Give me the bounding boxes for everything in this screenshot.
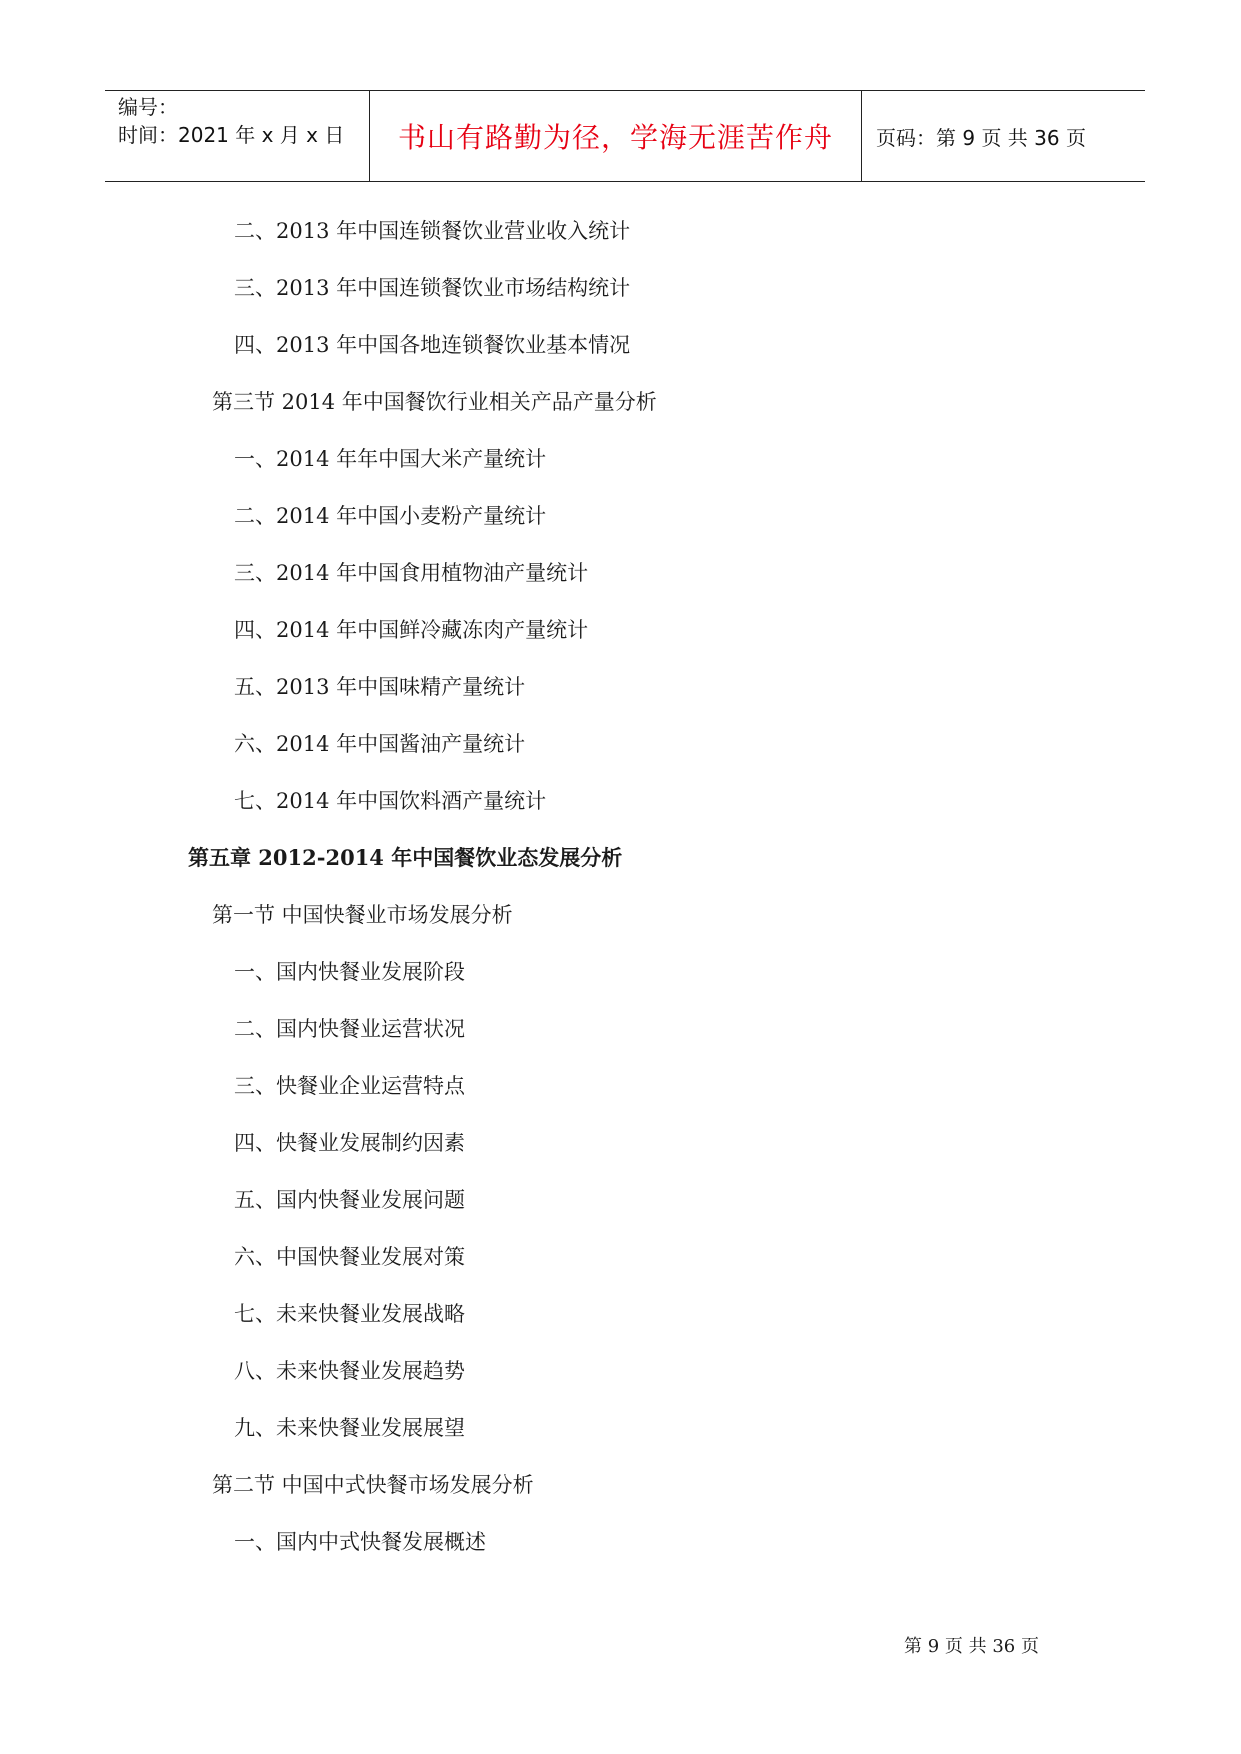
toc-item: 九、未来快餐业发展展望 [234,1416,465,1440]
toc-item: 八、未来快餐业发展趋势 [234,1359,465,1383]
toc-item: 六、中国快餐业发展对策 [234,1245,465,1269]
header-page-cell [862,91,1145,181]
toc-section: 第一节 中国快餐业市场发展分析 [212,903,513,927]
toc-item: 一、2014 年年中国大米产量统计 [234,447,547,471]
toc-item: 五、国内快餐业发展问题 [234,1188,465,1212]
toc-chapter: 第五章 2012-2014 年中国餐饮业态发展分析 [188,845,623,870]
toc-item: 五、2013 年中国味精产量统计 [234,675,526,699]
document-number-label: 编号： [118,95,178,119]
toc-item: 二、国内快餐业运营状况 [234,1017,465,1041]
toc-item: 三、2014 年中国食用植物油产量统计 [234,561,589,585]
header-page-code: 页码：第 9 页 共 36 页 [876,125,1086,150]
toc-section: 第二节 中国中式快餐市场发展分析 [212,1473,534,1497]
toc-item: 二、2013 年中国连锁餐饮业营业收入统计 [234,219,631,243]
toc-item: 四、2014 年中国鲜冷藏冻肉产量统计 [234,618,589,642]
toc-item: 三、快餐业企业运营特点 [234,1074,465,1098]
page-header [105,90,1145,182]
header-meta-cell [105,91,370,181]
toc-item: 二、2014 年中国小麦粉产量统计 [234,504,547,528]
toc-item: 四、2013 年中国各地连锁餐饮业基本情况 [234,333,631,357]
document-time-label: 时间：2021 年 x 月 x 日 [118,123,345,147]
toc-item: 七、未来快餐业发展战略 [234,1302,465,1326]
toc-item: 一、国内快餐业发展阶段 [234,960,465,984]
toc-item: 三、2013 年中国连锁餐饮业市场结构统计 [234,276,631,300]
toc-item: 七、2014 年中国饮料酒产量统计 [234,789,547,813]
header-motto-cell [370,91,862,181]
toc-item: 一、国内中式快餐发展概述 [234,1530,486,1554]
page-footer: 第 9 页 共 36 页 [904,1636,1039,1657]
toc-item: 四、快餐业发展制约因素 [234,1131,465,1155]
toc-section: 第三节 2014 年中国餐饮行业相关产品产量分析 [212,390,657,414]
toc-item: 六、2014 年中国酱油产量统计 [234,732,526,756]
header-motto: 书山有路勤为径，学海无涯苦作舟 [397,121,833,154]
